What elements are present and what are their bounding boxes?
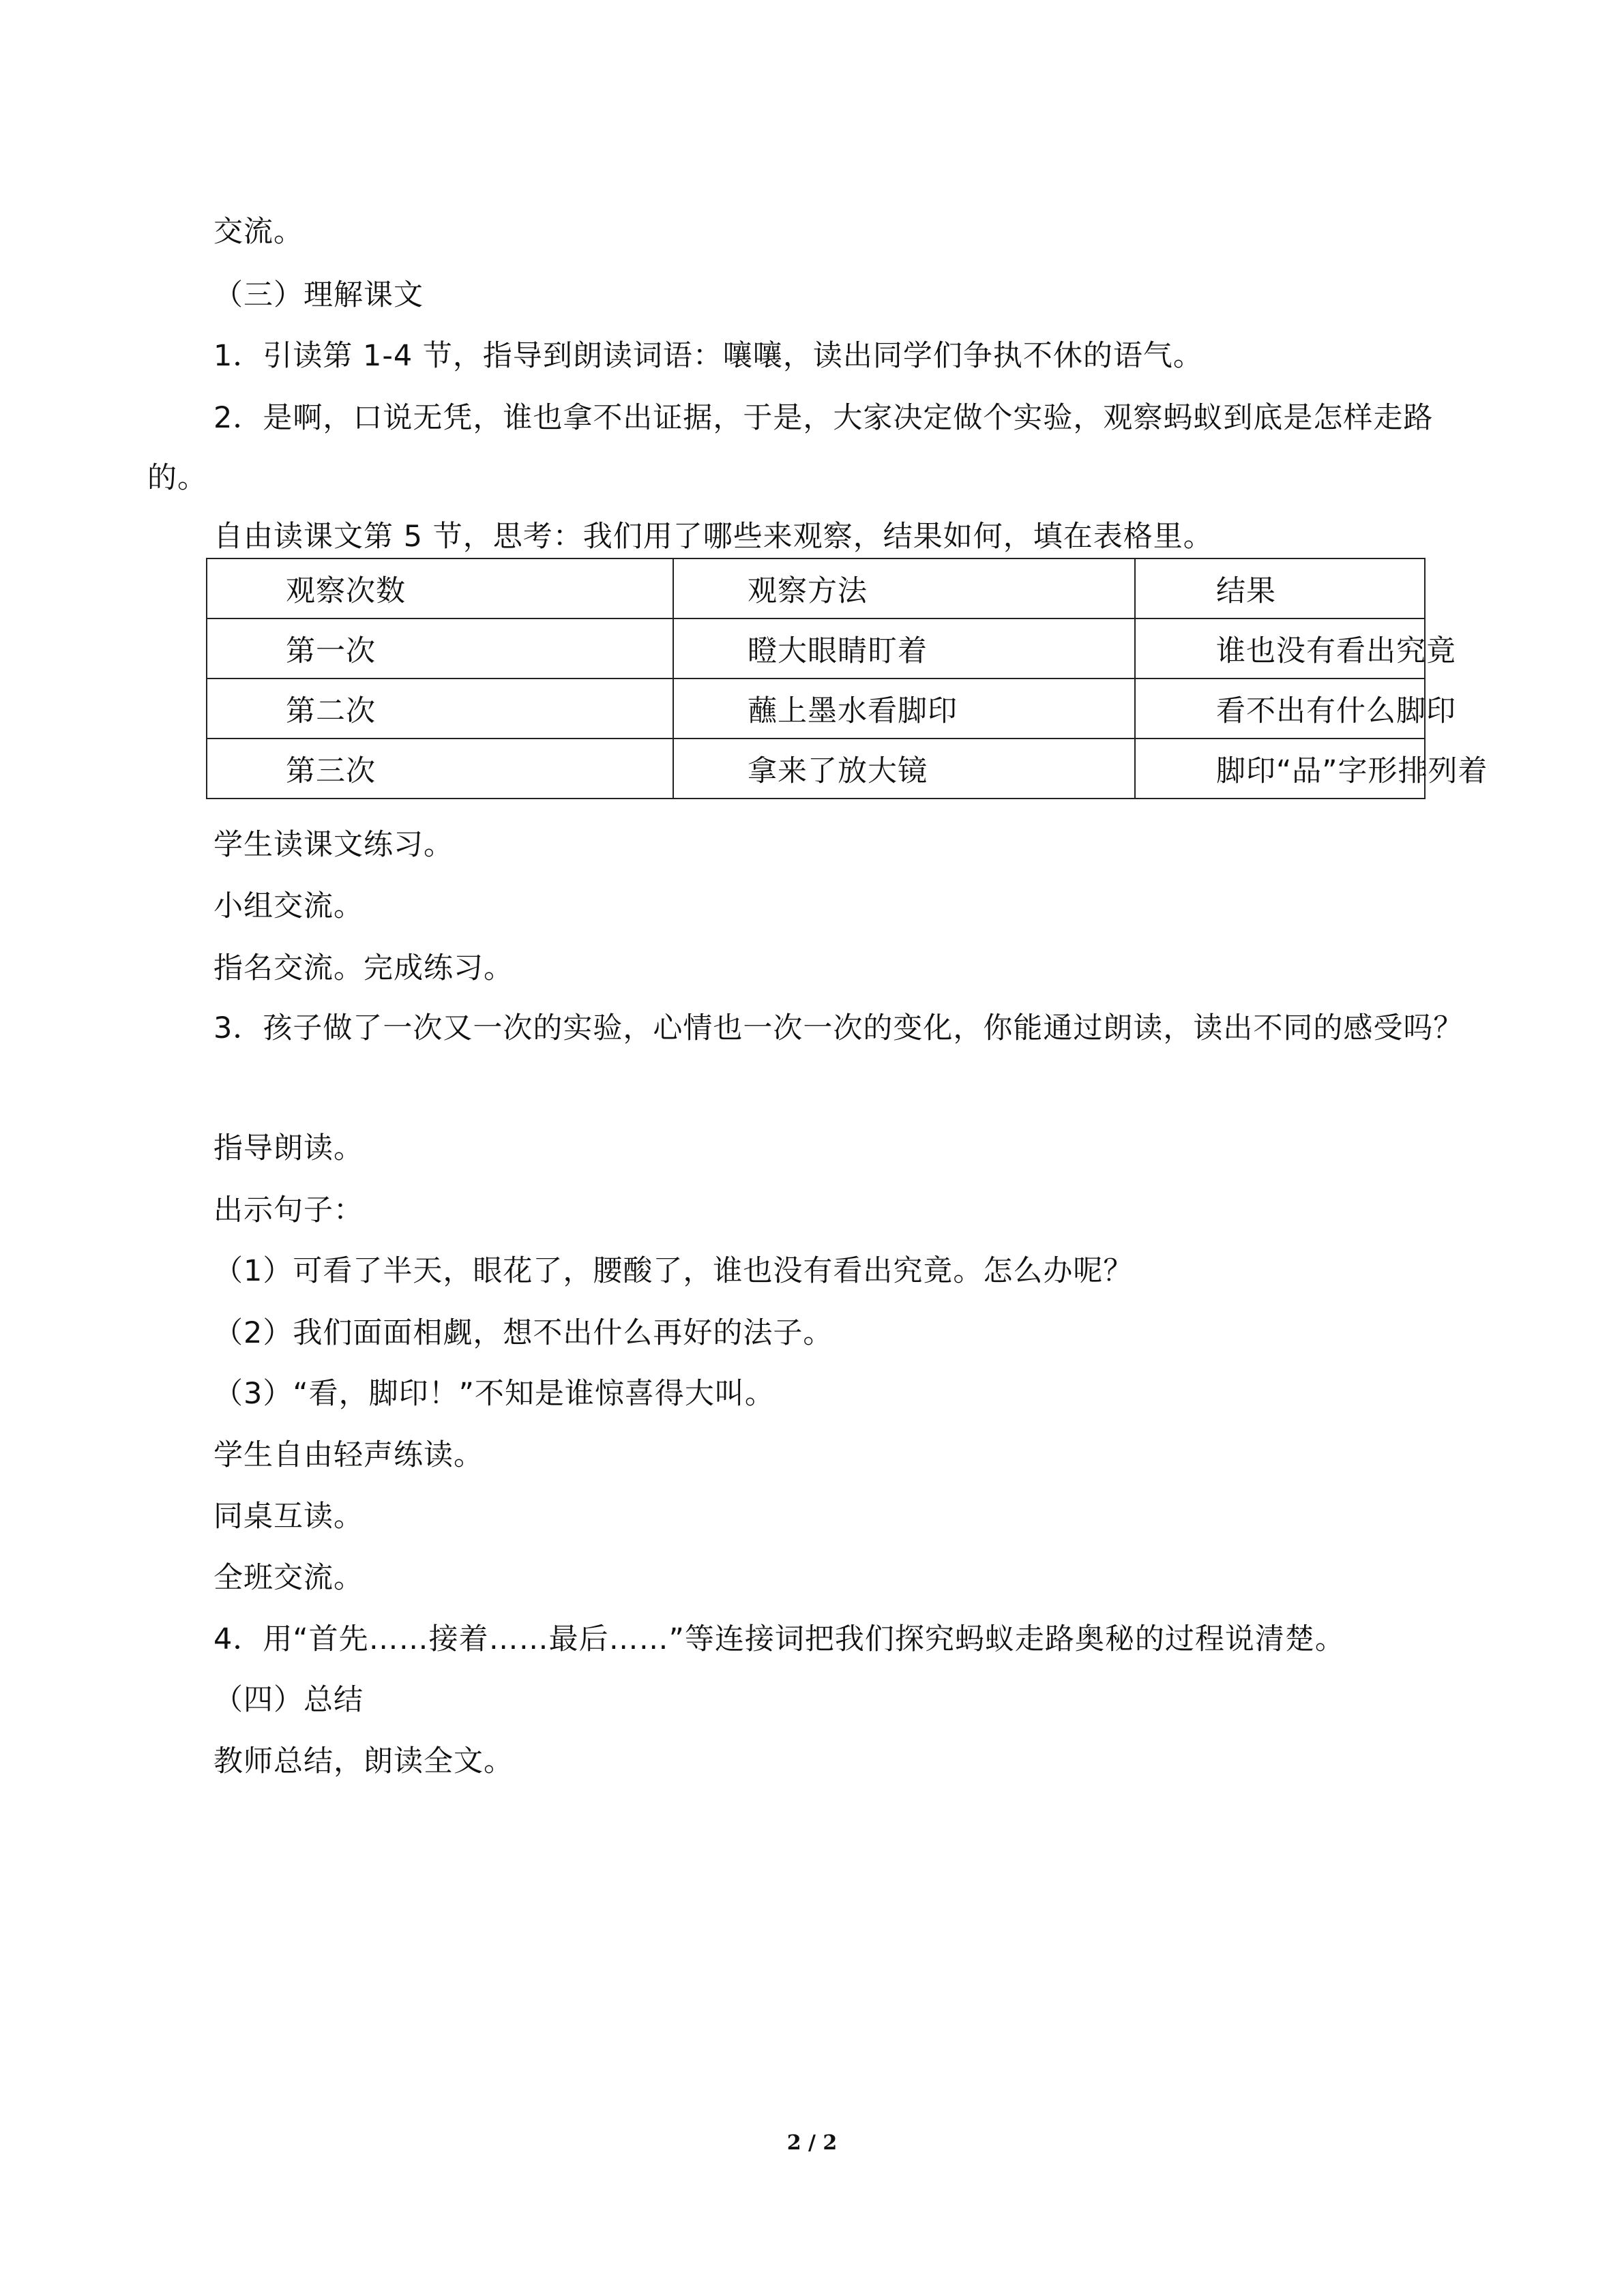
table-row [207,739,1425,799]
paragraph: 自由读课文第 5 节，思考：我们用了哪些来观察，结果如何，填在表格里。 [213,520,1213,554]
table-cell: 看不出有什么脚印 [1135,679,1425,739]
paragraph: 交流。 [213,215,304,249]
paragraph: 同桌互读。 [213,1500,364,1534]
paragraph: 学生读课文练习。 [213,828,454,862]
paragraph: 学生自由轻声练读。 [213,1438,484,1472]
paragraph: 4．用“首先……接着……最后……”等连接词把我们探究蚂蚁走路奥秘的过程说清楚。 [213,1622,1345,1656]
quoted-sentence: （2）我们面面相觑，想不出什么再好的法子。 [213,1316,833,1350]
quoted-sentence: （3）“看，脚印！”不知是谁惊喜得大叫。 [213,1377,775,1411]
paragraph: 2．是啊，口说无凭，谁也拿不出证据，于是，大家决定做个实验，观察蚂蚁到底是怎样走路的。 [147,401,1434,495]
quoted-sentence: （1）可看了半天，眼花了，腰酸了，谁也没有看出究竟。怎么办呢？ [213,1254,1134,1288]
table-cell: 第一次 [207,618,673,679]
table-cell: 蘸上墨水看脚印 [673,679,1135,739]
observation-table [206,558,1488,799]
table-header-cell: 结果 [1135,558,1425,618]
paragraph: 1．引读第 1-4 节，指导到朗读词语：嚷嚷，读出同学们争执不休的语气。 [213,339,1203,373]
table-header-cell: 观察次数 [207,558,673,618]
table-header-cell: 观察方法 [673,558,1135,618]
paragraph: 全班交流。 [213,1561,364,1595]
paragraph: 3．孩子做了一次又一次的实验，心情也一次一次的变化，你能通过朗读，读出不同的感受吗？ [213,1011,1464,1045]
paragraph: 指导朗读。 [213,1131,364,1165]
paragraph: 教师总结，朗读全文。 [213,1744,514,1778]
table-cell: 脚印“品”字形排列着 [1135,739,1425,799]
table-cell: 第二次 [207,679,673,739]
paragraph: 小组交流。 [213,889,364,923]
table-cell: 拿来了放大镜 [673,739,1135,799]
table-cell: 谁也没有看出究竟 [1135,618,1425,679]
table-cell: 第三次 [207,739,673,799]
table-row [207,679,1425,739]
table-row [207,618,1425,679]
page-number: 2 / 2 [786,2131,838,2155]
section-heading-4: （四）总结 [213,1683,364,1717]
paragraph: 出示句子： [213,1193,364,1227]
section-heading-3: （三）理解课文 [213,278,424,312]
paragraph: 指名交流。完成练习。 [213,951,514,985]
table-cell: 瞪大眼睛盯着 [673,618,1135,679]
table-header-row [207,558,1425,618]
